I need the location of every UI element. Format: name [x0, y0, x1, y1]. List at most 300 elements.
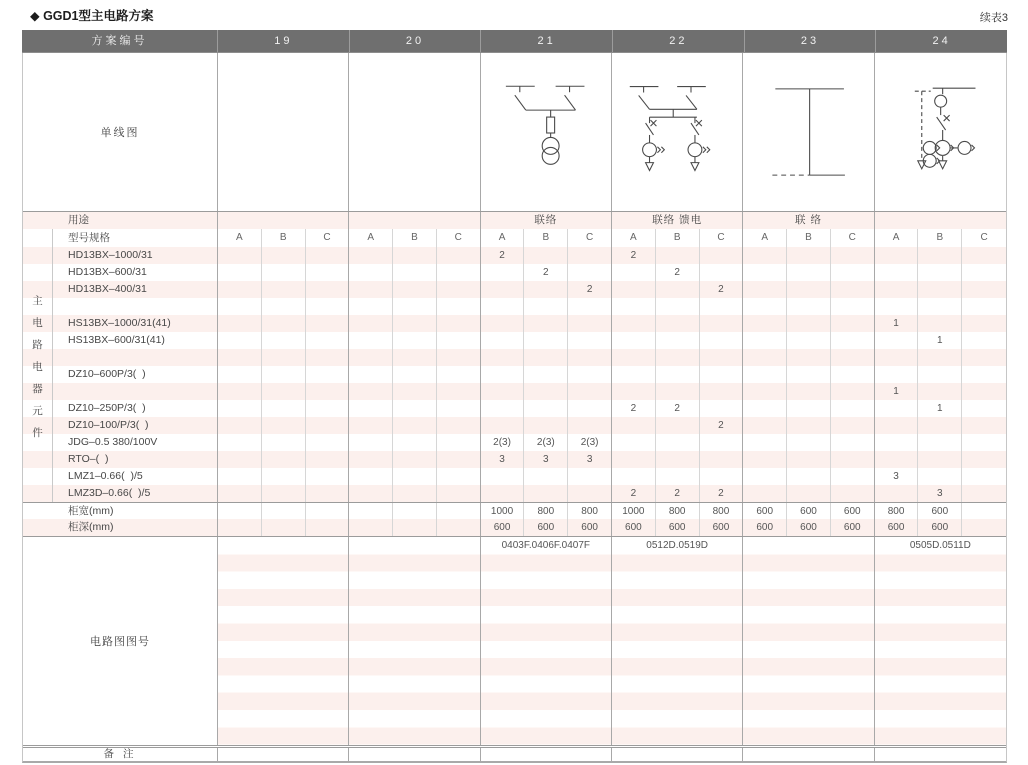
value-cell	[743, 281, 787, 298]
value-cell	[831, 485, 875, 502]
usage-cell-19	[218, 212, 349, 229]
value-cell	[306, 417, 350, 434]
value-cell	[218, 315, 262, 332]
value-cell	[218, 503, 262, 519]
remark-cell-23	[743, 748, 874, 761]
value-cell	[962, 434, 1006, 451]
value-cell	[656, 468, 700, 485]
value-cell	[393, 383, 437, 400]
value-cell	[349, 451, 393, 468]
value-cell	[568, 366, 612, 383]
drawing-number-cell-21	[481, 537, 612, 745]
row-label: JDG–0.5 380/100V	[23, 434, 218, 451]
value-cell	[481, 332, 525, 349]
value-cell	[262, 417, 306, 434]
value-cell	[568, 315, 612, 332]
value-cell	[787, 281, 831, 298]
drawing-number-value	[743, 537, 873, 554]
value-cell	[481, 298, 525, 315]
remark-cell-21	[481, 748, 612, 761]
drawing-number-label: 电路图图号	[23, 537, 218, 745]
value-cell	[524, 468, 568, 485]
table-row	[23, 264, 1006, 281]
value-cell: 2	[612, 247, 656, 264]
value-cell	[700, 332, 744, 349]
value-cell	[218, 349, 262, 366]
value-cell	[218, 366, 262, 383]
page-title: ◆ GGD1型主电路方案	[30, 9, 154, 23]
value-cell	[875, 451, 919, 468]
table-row	[23, 519, 1006, 536]
value-cell	[393, 247, 437, 264]
table-row	[23, 400, 1006, 417]
value-cell	[437, 383, 481, 400]
value-cell	[612, 264, 656, 281]
value-cell	[700, 315, 744, 332]
value-cell: 600	[568, 519, 612, 536]
value-cell	[787, 264, 831, 281]
value-cell	[568, 383, 612, 400]
subcolumn-header-cell: C	[700, 229, 744, 247]
value-cell	[787, 349, 831, 366]
value-cell	[437, 281, 481, 298]
value-cell: 600	[918, 519, 962, 536]
value-cell	[962, 485, 1006, 502]
subcolumn-header-cell: A	[349, 229, 393, 247]
row-label: DZ10–600P/3( )	[23, 366, 218, 383]
remark-label: 备 注	[23, 748, 218, 761]
components-section	[23, 211, 1006, 536]
diagram-cell-23	[743, 53, 874, 211]
value-cell	[262, 519, 306, 536]
subcolumn-header-cell: C	[831, 229, 875, 247]
usage-cell-22: 联络 馈电	[612, 212, 743, 229]
group-char: 电	[32, 317, 43, 329]
value-cell	[831, 315, 875, 332]
value-cell	[831, 281, 875, 298]
value-cell	[218, 434, 262, 451]
subcolumn-header-cell: C	[980, 232, 988, 243]
value-cell: 800	[700, 503, 744, 519]
drawing-number-value: 0403F.0406F.0407F	[501, 540, 591, 551]
value-cell	[743, 400, 787, 417]
value-cell	[306, 451, 350, 468]
value-cell	[349, 247, 393, 264]
value-cell: 600	[743, 519, 787, 536]
value-cell	[306, 468, 350, 485]
subcolumn-header-cell: B	[918, 229, 962, 247]
value-cell	[656, 281, 700, 298]
value-cell	[918, 281, 962, 298]
table-row	[23, 298, 1006, 315]
value-cell: 2(3)	[524, 434, 568, 451]
value-cell	[831, 264, 875, 281]
value-cell: 1	[875, 315, 919, 332]
value-cell: 800	[568, 503, 612, 519]
drawing-number-cell-22	[612, 537, 743, 745]
value-cell	[437, 434, 481, 451]
value-cell	[787, 468, 831, 485]
value-cell: 2(3)	[481, 434, 525, 451]
value-cell	[262, 434, 306, 451]
table-row	[23, 383, 1006, 400]
value-cell: 2	[700, 281, 744, 298]
value-cell	[218, 264, 262, 281]
value-cell	[262, 485, 306, 502]
value-cell	[306, 434, 350, 451]
value-cell	[393, 400, 437, 417]
drawing-number-value: 0505D.0511D	[909, 540, 971, 551]
value-cell	[218, 400, 262, 417]
value-cell	[393, 503, 437, 519]
value-cell	[962, 468, 1006, 485]
diagram-cell-24	[875, 53, 1006, 211]
header-col-23: 23	[744, 30, 876, 52]
value-cell	[743, 417, 787, 434]
value-cell	[306, 485, 350, 502]
drawing-number-value: 0512D.0519D	[646, 540, 709, 551]
value-cell	[481, 485, 525, 502]
value-cell: 600	[918, 503, 962, 519]
value-cell	[306, 503, 350, 519]
drawing-number-cell-19	[218, 537, 349, 745]
value-cell: 2	[700, 485, 744, 502]
value-cell	[437, 451, 481, 468]
value-cell	[262, 264, 306, 281]
value-cell	[349, 485, 393, 502]
value-cell: 2(3)	[568, 434, 612, 451]
drawing-number-cell-24	[875, 537, 1006, 745]
value-cell	[306, 519, 350, 536]
value-cell	[612, 468, 656, 485]
value-cell	[393, 366, 437, 383]
value-cell	[656, 298, 700, 315]
row-label	[23, 383, 218, 400]
value-cell	[656, 451, 700, 468]
value-cell	[262, 468, 306, 485]
row-label: LMZ1–0.66( )/5	[23, 468, 218, 485]
group-char: 件	[32, 427, 43, 439]
group-char: 电	[32, 361, 43, 373]
value-cell: 3	[875, 468, 919, 485]
value-cell	[393, 281, 437, 298]
remark-cell-19	[218, 748, 349, 761]
value-cell	[437, 366, 481, 383]
value-cell	[568, 400, 612, 417]
table-row	[23, 451, 1006, 468]
subcolumn-header-cell: A	[481, 229, 525, 247]
value-cell	[612, 383, 656, 400]
value-cell	[787, 247, 831, 264]
table-row	[23, 502, 1006, 519]
value-cell	[787, 485, 831, 502]
value-cell: 3	[524, 451, 568, 468]
value-cell	[743, 366, 787, 383]
value-cell	[787, 332, 831, 349]
subcolumn-header-cell: A	[612, 229, 656, 247]
header-col-19: 19	[217, 30, 349, 52]
value-cell	[437, 315, 481, 332]
value-cell: 1	[918, 400, 962, 417]
value-cell	[568, 468, 612, 485]
row-label: HD13BX–1000/31	[23, 247, 218, 264]
single-line-diagram-24-metering-icon	[875, 53, 1006, 211]
value-cell	[831, 366, 875, 383]
value-cell	[349, 281, 393, 298]
value-cell	[787, 366, 831, 383]
row-label	[23, 298, 218, 315]
value-cell: 600	[787, 503, 831, 519]
single-line-diagram-23-bus-tie-icon	[743, 53, 873, 211]
value-cell: 800	[656, 503, 700, 519]
value-cell	[875, 298, 919, 315]
value-cell	[349, 519, 393, 536]
value-cell	[612, 298, 656, 315]
value-cell	[393, 349, 437, 366]
value-cell	[875, 434, 919, 451]
value-cell	[524, 349, 568, 366]
value-cell: 600	[700, 519, 744, 536]
value-cell	[437, 264, 481, 281]
group-char: 路	[32, 339, 43, 351]
value-cell	[831, 468, 875, 485]
value-cell	[524, 417, 568, 434]
value-cell	[437, 503, 481, 519]
value-cell	[349, 298, 393, 315]
header-col-20: 20	[349, 30, 481, 52]
value-cell	[393, 417, 437, 434]
value-cell	[437, 417, 481, 434]
value-cell	[743, 451, 787, 468]
value-cell	[962, 315, 1006, 332]
remark-cell-22	[612, 748, 743, 761]
value-cell: 600	[831, 503, 875, 519]
value-cell	[918, 349, 962, 366]
remark-row	[23, 745, 1006, 761]
value-cell	[262, 503, 306, 519]
value-cell	[437, 298, 481, 315]
value-cell	[875, 332, 919, 349]
value-cell	[306, 383, 350, 400]
value-cell	[481, 400, 525, 417]
value-cell	[349, 315, 393, 332]
value-cell	[306, 281, 350, 298]
value-cell: 600	[787, 519, 831, 536]
table-row	[23, 468, 1006, 485]
value-cell	[262, 349, 306, 366]
value-cell	[700, 451, 744, 468]
value-cell	[700, 349, 744, 366]
value-cell	[349, 332, 393, 349]
value-cell: 1	[875, 383, 919, 400]
value-cell: 600	[656, 519, 700, 536]
row-label: DZ10–250P/3( )	[23, 400, 218, 417]
row-label: RTO–( )	[23, 451, 218, 468]
single-line-diagram-row	[23, 53, 1006, 211]
drawing-number-value	[218, 537, 348, 554]
value-cell	[875, 281, 919, 298]
value-cell	[568, 349, 612, 366]
value-cell	[875, 366, 919, 383]
row-label: HS13BX–1000/31(41)	[23, 315, 218, 332]
value-cell	[918, 417, 962, 434]
value-cell: 1000	[481, 503, 525, 519]
value-cell	[918, 451, 962, 468]
value-cell	[962, 332, 1006, 349]
table-row	[23, 434, 1006, 451]
single-line-diagram-22-feeders-icon	[612, 53, 742, 211]
value-cell	[218, 451, 262, 468]
single-line-diagram-21-transformer-icon	[481, 53, 611, 211]
value-cell	[962, 264, 1006, 281]
value-cell	[524, 485, 568, 502]
value-cell	[656, 383, 700, 400]
value-cell	[218, 247, 262, 264]
value-cell	[481, 366, 525, 383]
value-cell: 600	[612, 519, 656, 536]
value-cell	[524, 315, 568, 332]
value-cell	[612, 417, 656, 434]
value-cell	[656, 315, 700, 332]
value-cell	[568, 247, 612, 264]
value-cell	[437, 400, 481, 417]
value-cell	[393, 468, 437, 485]
subcolumn-header-cell: B	[262, 229, 306, 247]
usage-cell-24	[875, 212, 1006, 229]
value-cell	[262, 366, 306, 383]
value-cell	[962, 383, 1006, 400]
value-cell	[349, 503, 393, 519]
drawing-number-section	[23, 536, 1006, 745]
value-cell	[700, 400, 744, 417]
value-cell	[524, 298, 568, 315]
value-cell	[918, 434, 962, 451]
value-cell	[306, 400, 350, 417]
value-cell	[962, 519, 1006, 536]
value-cell	[875, 400, 919, 417]
value-cell	[656, 434, 700, 451]
usage-label: 用途	[23, 212, 218, 229]
value-cell	[306, 315, 350, 332]
value-cell	[481, 281, 525, 298]
value-cell	[393, 298, 437, 315]
value-cell	[962, 451, 1006, 468]
value-cell	[524, 247, 568, 264]
value-cell	[700, 468, 744, 485]
value-cell	[349, 383, 393, 400]
value-cell	[787, 434, 831, 451]
value-cell	[306, 332, 350, 349]
value-cell	[743, 434, 787, 451]
row-label: 柜宽(mm)	[23, 503, 218, 519]
value-cell	[918, 468, 962, 485]
value-cell	[743, 485, 787, 502]
value-cell	[700, 434, 744, 451]
value-cell	[831, 417, 875, 434]
value-cell	[700, 383, 744, 400]
diagram-cell-20	[349, 53, 480, 211]
value-cell: 800	[524, 503, 568, 519]
value-cell	[218, 298, 262, 315]
value-cell	[875, 264, 919, 281]
value-cell	[218, 281, 262, 298]
group-char: 元	[32, 405, 43, 417]
remark-cell-20	[349, 748, 480, 761]
value-cell	[962, 247, 1006, 264]
value-cell	[918, 298, 962, 315]
value-cell	[306, 349, 350, 366]
value-cell	[524, 400, 568, 417]
subcolumn-header-cell: C	[437, 229, 481, 247]
value-cell	[831, 383, 875, 400]
value-cell	[656, 417, 700, 434]
drawing-number-value	[349, 537, 479, 554]
value-cell	[918, 247, 962, 264]
table-row	[23, 485, 1006, 502]
drawing-number-cell-23	[743, 537, 874, 745]
value-cell	[962, 298, 1006, 315]
value-cell	[612, 366, 656, 383]
row-label: HD13BX–600/31	[23, 264, 218, 281]
diagram-cell-19	[218, 53, 349, 211]
value-cell	[612, 281, 656, 298]
value-cell: 1000	[612, 503, 656, 519]
row-label: DZ10–100/P/3( )	[23, 417, 218, 434]
value-cell	[743, 247, 787, 264]
header-scheme-number-label: 方案编号	[91, 35, 148, 47]
value-cell	[306, 298, 350, 315]
value-cell	[787, 383, 831, 400]
value-cell	[393, 485, 437, 502]
value-cell: 2	[612, 400, 656, 417]
value-cell	[743, 298, 787, 315]
value-cell	[218, 383, 262, 400]
table-row	[23, 417, 1006, 434]
value-cell	[612, 315, 656, 332]
value-cell	[962, 503, 1006, 519]
value-cell	[743, 264, 787, 281]
subcolumn-header-cell: B	[393, 229, 437, 247]
value-cell: 3	[918, 485, 962, 502]
value-cell	[831, 247, 875, 264]
value-cell: 3	[568, 451, 612, 468]
remark-cell-24	[875, 748, 1006, 761]
value-cell	[262, 383, 306, 400]
value-cell	[481, 264, 525, 281]
value-cell	[743, 349, 787, 366]
value-cell	[218, 417, 262, 434]
value-cell: 2	[656, 485, 700, 502]
subcolumn-header-cell: C	[568, 229, 612, 247]
value-cell	[481, 315, 525, 332]
subcolumn-header-cell: B	[787, 229, 831, 247]
value-cell	[700, 366, 744, 383]
value-cell	[568, 485, 612, 502]
value-cell	[481, 468, 525, 485]
value-cell	[831, 298, 875, 315]
value-cell	[437, 468, 481, 485]
row-label: LMZ3D–0.66( )/5	[23, 485, 218, 502]
value-cell	[349, 400, 393, 417]
value-cell	[306, 264, 350, 281]
header-col-22: 22	[612, 30, 744, 52]
value-cell	[743, 383, 787, 400]
value-cell	[918, 315, 962, 332]
table-row	[23, 315, 1006, 332]
value-cell: 2	[656, 400, 700, 417]
value-cell	[393, 519, 437, 536]
value-cell	[743, 315, 787, 332]
